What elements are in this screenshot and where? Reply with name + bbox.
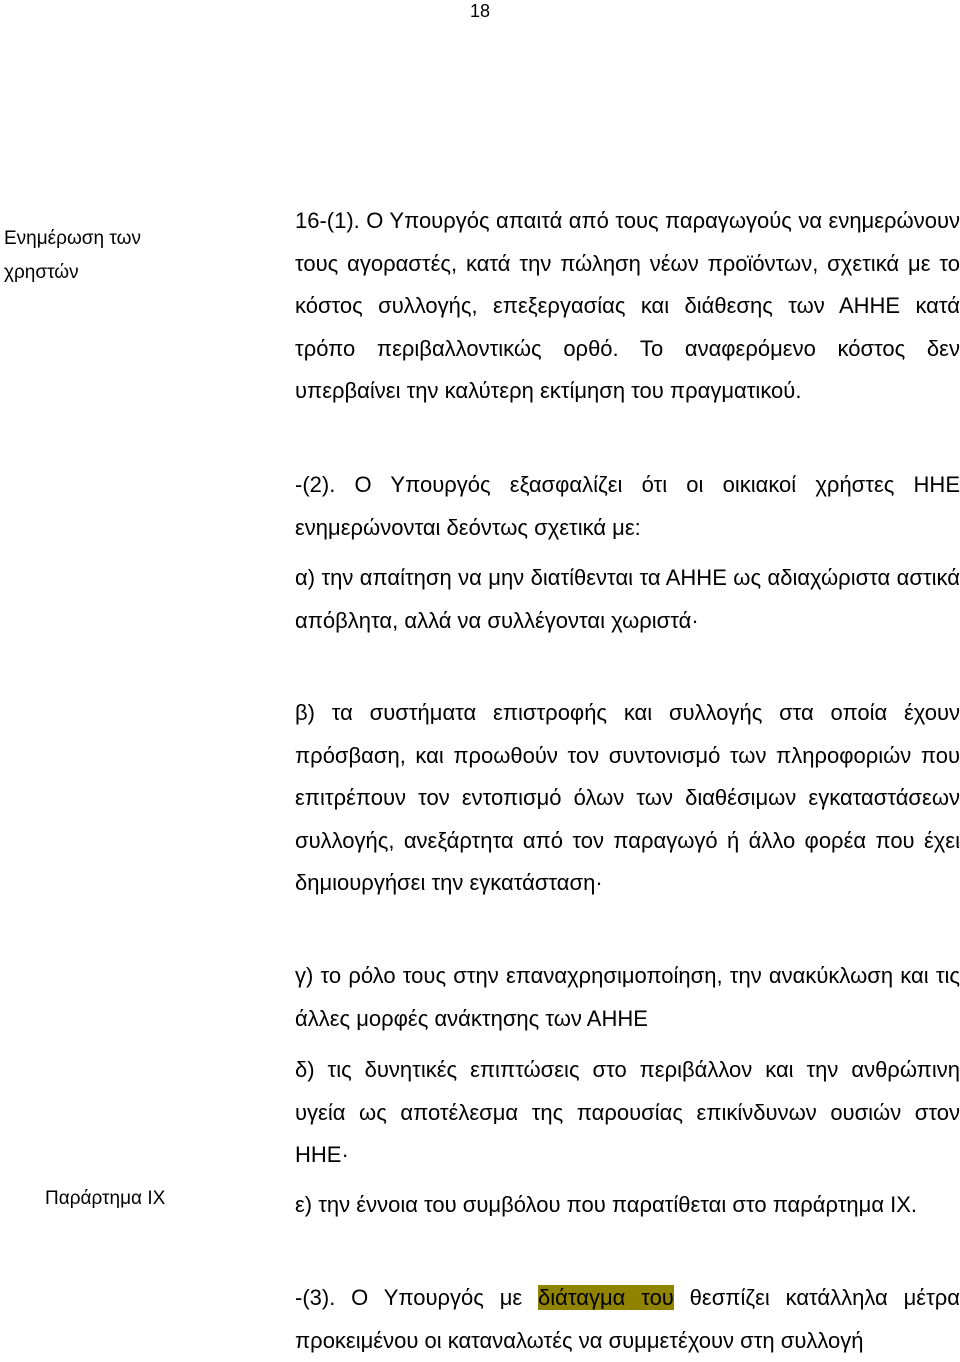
paragraph-16-2: -(2). Ο Υπουργός εξασφαλίζει ότι οι οικιακοί χρήστες ΗΗΕ ενημερώνονται δεόντως σχετικά με: xyxy=(295,472,960,540)
list-item-e: ε) την έννοια του συμβόλου που παρατίθεται στο παράρτημα IX. xyxy=(295,1192,918,1217)
page-number: 18 xyxy=(469,1,491,21)
margin-note-annex-ix: Παράρτημα IX xyxy=(45,1188,166,1209)
paragraph-16-3-start: -(3). Ο Υπουργός με xyxy=(295,1285,539,1310)
paragraph-16-1: 16-(1). Ο Υπουργός απαιτά από τους παραγωγούς να ενημερώνουν τους αγοραστές, κατά την πώληση νέων προϊόντων, σχετικά με το κόστος συλλογής, επεξεργασίας και διάθεσης των ΑΗΗΕ κατά τρόπο περιβαλλοντικώς ορθό. Το αναφερόμενο κόστος δεν υπερβαίνει την καλύτερη εκτίμηση του πραγματικού. xyxy=(295,208,960,403)
highlighted-text: διάταγμα του xyxy=(538,1285,674,1310)
list-item-b: β) τα συστήματα επιστροφής και συλλογής στα οποία έχουν πρόσβαση, και προωθούν τον συντονισμό των πληροφοριών που επιτρέπουν τον εντοπισμό όλων των διαθέσιμων εγκαταστάσεων συλλογής, ανεξάρτητα από τον παραγωγό ή άλλο φορέα που έχει δημιουργήσει την εγκατάσταση· xyxy=(295,700,960,895)
paragraph-16-3 xyxy=(295,1277,960,1362)
list-item-a: α) την απαίτηση να μην διατίθενται τα ΑΗΗΕ ως αδιαχώριστα αστικά απόβλητα, αλλά να συλλέγονται χωριστά· xyxy=(295,565,960,633)
paragraph-16-3-end: θεσπίζει κατάλληλα μέτρα προκειμένου οι καταναλωτές να συμμετέχουν στη συλλογή xyxy=(295,1285,960,1353)
list-item-d: δ) τις δυνητικές επιπτώσεις στο περιβάλλον και την ανθρώπινη υγεία ως αποτέλεσμα της παρουσίας επικίνδυνων ουσιών στον ΗΗΕ· xyxy=(295,1057,960,1167)
list-item-c: γ) το ρόλο τους στην επαναχρησιμοποίηση, την ανακύκλωση και τις άλλες μορφές ανάκτησης των ΑΗΗΕ xyxy=(295,963,960,1031)
margin-note-user-information: Ενημέρωση των χρηστών xyxy=(4,228,141,283)
